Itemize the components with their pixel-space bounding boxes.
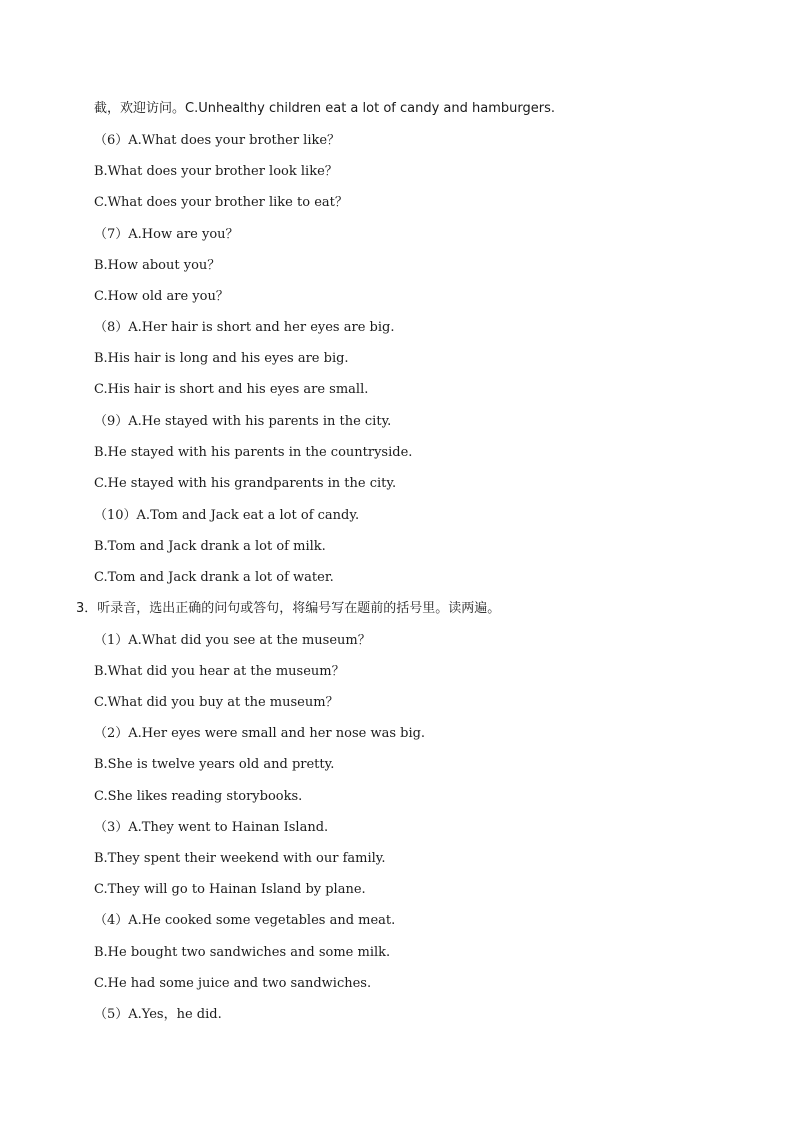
question-8: （8）A.Her hair is short and her eyes are big. — [94, 320, 395, 335]
question-9: （9）A.He stayed with his parents in the city. — [94, 414, 392, 429]
s3-option-4b: B.He bought two sandwiches and some milk. — [94, 945, 391, 960]
s3-option-2c: C.She likes reading storybooks. — [94, 789, 303, 804]
option-10c: C.Tom and Jack drank a lot of water. — [94, 570, 334, 585]
question-7: （7）A.How are you？ — [94, 227, 239, 242]
option-7c: C.How old are you？ — [94, 289, 229, 304]
s3-option-1c: C.What did you buy at the museum？ — [94, 695, 339, 710]
option-10b: B.Tom and Jack drank a lot of milk. — [94, 539, 326, 554]
section-3-heading: 3．听录音，选出正确的问句或答句，将编号写在题前的括号里。读两遍。 — [76, 601, 501, 616]
s3-question-3: （3）A.They went to Hainan Island. — [94, 820, 329, 835]
s3-question-1: （1）A.What did you see at the museum？ — [94, 633, 371, 648]
s3-option-4c: C.He had some juice and two sandwiches. — [94, 976, 372, 991]
option-9b: B.He stayed with his parents in the countryside. — [94, 445, 413, 460]
question-10: （10）A.Tom and Jack eat a lot of candy. — [94, 508, 360, 523]
s3-option-3c: C.They will go to Hainan Island by plane. — [94, 882, 366, 897]
continuation-line: 截，欢迎访问。C.Unhealthy children eat a lot of candy and hamburgers. — [94, 101, 555, 116]
option-6c: C.What does your brother like to eat？ — [94, 195, 348, 210]
option-7b: B.How about you？ — [94, 258, 221, 273]
s3-option-3b: B.They spent their weekend with our family. — [94, 851, 386, 866]
s3-question-2: （2）A.Her eyes were small and her nose was big. — [94, 726, 426, 741]
s3-question-5: （5）A.Yes，he did. — [94, 1007, 222, 1022]
option-8b: B.His hair is long and his eyes are big. — [94, 351, 349, 366]
option-8c: C.His hair is short and his eyes are small. — [94, 382, 369, 397]
s3-option-2b: B.She is twelve years old and pretty. — [94, 757, 335, 772]
question-6: （6）A.What does your brother like？ — [94, 133, 341, 148]
option-6b: B.What does your brother look like？ — [94, 164, 338, 179]
s3-question-4: （4）A.He cooked some vegetables and meat. — [94, 913, 396, 928]
option-9c: C.He stayed with his grandparents in the city. — [94, 476, 397, 491]
s3-option-1b: B.What did you hear at the museum？ — [94, 664, 345, 679]
